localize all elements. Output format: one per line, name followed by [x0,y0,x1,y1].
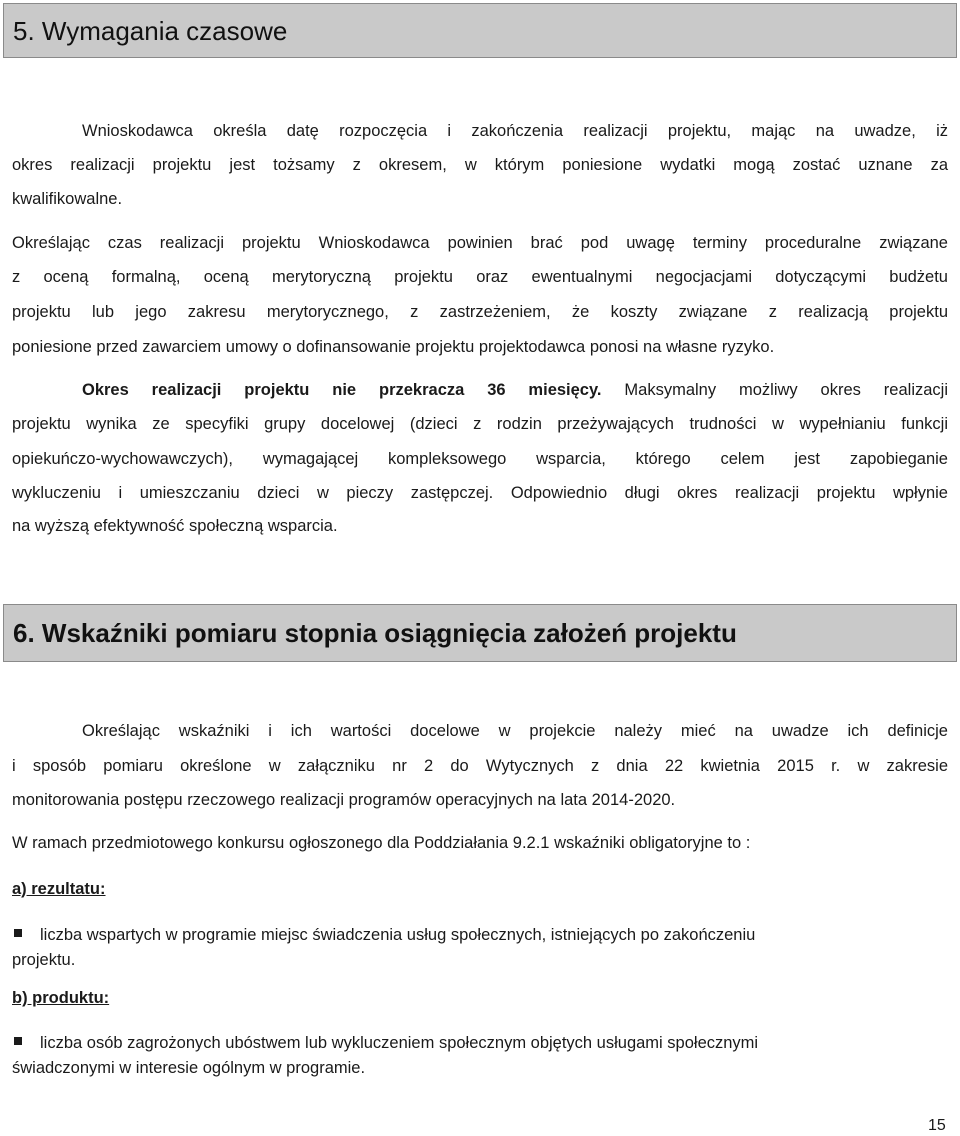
s6-p1-line-3: monitorowania postępu rzeczowego realizacji programów operacyjnych na lata 2014-2020. [12,791,676,809]
result-indicator-line-1: liczba wspartych w programie miejsc świadczenia usług społecznych, istniejących po zakończeniu [40,926,756,944]
s5-p3-line-3: opiekuńczo-wychowawczych), wymagającej kompleksowego wsparcia, którego celem jest zapobieganie [12,450,948,468]
s5-p3-line-1-rest: Maksymalny możliwy okres realizacji [601,381,948,399]
section-5-heading-bar [3,3,957,58]
product-indicator-line-1: liczba osób zagrożonych ubóstwem lub wykluczeniem społecznym objętych usługami społecznymi [40,1034,759,1052]
page-number: 15 [928,1117,946,1134]
product-indicator-line-2: świadczonymi w interesie ogólnym w programie. [12,1059,366,1077]
s5-p2-line-2: z oceną formalną, oceną merytoryczną projektu oraz ewentualnymi negocjacjami dotyczącymi budżetu [12,268,948,286]
s5-p3-line-5: na wyższą efektywność społeczną wsparcia. [12,517,338,535]
s5-p2-line-4: poniesione przed zawarciem umowy o dofinansowanie projektu projektodawca ponosi na własne ryzyko. [12,338,775,356]
bullet-icon [14,1037,22,1045]
s6-p1-line-1: Określając wskaźniki i ich wartości docelowe w projekcie należy mieć na uwadze ich definicje [82,722,948,740]
result-indicator-label: a) rezultatu: [12,880,106,898]
section-5-heading: 5. Wymagania czasowe [13,16,288,46]
s6-p1-line-2: i sposób pomiaru określone w załączniku nr 2 do Wytycznych z dnia 22 kwietnia 2015 r. w zakresie [12,757,948,775]
s5-p1-line-3: kwalifikowalne. [12,190,123,208]
s5-p2-line-1: Określając czas realizacji projektu Wnioskodawca powinien brać pod uwagę terminy proceduralne związane [12,234,948,252]
product-indicator-label: b) produktu: [12,989,110,1007]
s6-p2: W ramach przedmiotowego konkursu ogłoszonego dla Poddziałania 9.2.1 wskaźniki obligatoryjne to : [12,834,751,852]
section-6-heading: 6. Wskaźniki pomiaru stopnia osiągnięcia założeń projektu [13,618,737,648]
section-6-heading-bar [3,604,957,662]
duration-statement: Okres realizacji projektu nie przekracza 36 miesięcy. [82,381,602,399]
s5-p3-line-2: projektu wynika ze specyfiki grupy docelowej (dzieci z rodzin przeżywających trudności w wypełnianiu funkcji [12,415,948,433]
bullet-icon [14,929,22,937]
s5-p2-line-3: projektu lub jego zakresu merytorycznego, z zastrzeżeniem, że koszty związane z realizacją projektu [12,303,948,321]
s5-p3-line-4: wykluczeniu i umieszczaniu dzieci w pieczy zastępczej. Odpowiednio długi okres realizacji projektu wpłynie [12,484,948,502]
result-indicator-line-2: projektu. [12,951,76,969]
s5-p1-line-1: Wnioskodawca określa datę rozpoczęcia i zakończenia realizacji projektu, mając na uwadze, iż [82,122,948,140]
s5-p3-line-1 [82,380,948,400]
s5-p1-line-2: okres realizacji projektu jest tożsamy z okresem, w którym poniesione wydatki mogą zostać uznane za [12,156,948,174]
